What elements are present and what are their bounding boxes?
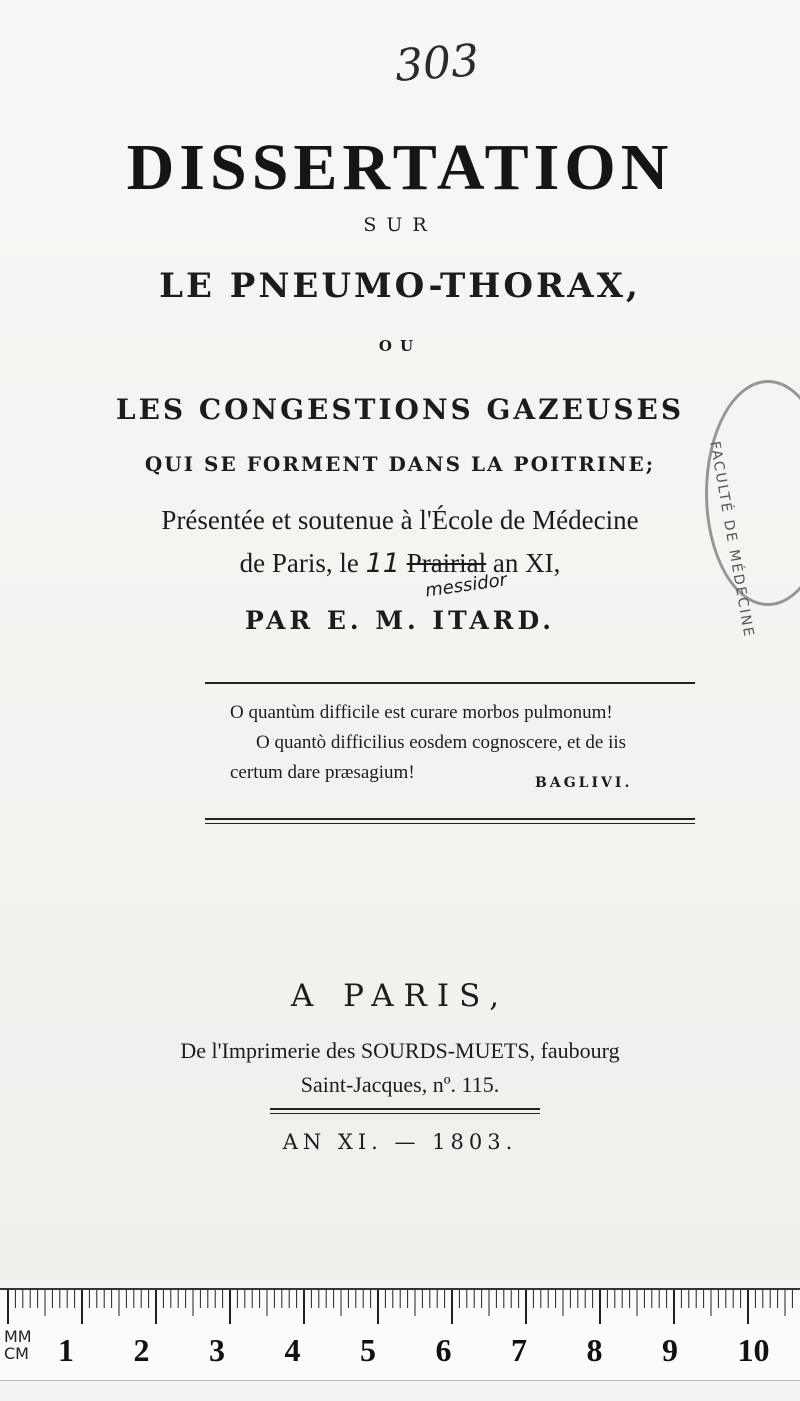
- ruler-ticks: [0, 1290, 800, 1330]
- measurement-ruler: [0, 1288, 800, 1381]
- presentation-line: Présentée et soutenue à l'École de Médecine: [161, 505, 639, 535]
- subtitle-poitrine: QUI SE FORMENT DANS LA POITRINE;: [144, 452, 656, 476]
- imprint-printer: De l'Imprimerie des SOURDS-MUETS, faubourg: [180, 1038, 620, 1063]
- title-connector-sur: SUR: [363, 214, 437, 236]
- struck-month: Prairial: [406, 548, 487, 578]
- main-title: DISSERTATION: [126, 131, 674, 204]
- bottom-rule-thin: [205, 823, 695, 824]
- handwritten-day: 11: [365, 548, 400, 579]
- ruler-number: 2: [133, 1332, 150, 1368]
- bottom-rule: [205, 818, 695, 820]
- author-line: PAR E. M. ITARD.: [245, 606, 555, 635]
- ruler-number: 3: [209, 1332, 225, 1368]
- date-prefix: de Paris, le: [239, 548, 359, 578]
- imprint-address: Saint-Jacques, nº. 115.: [300, 1072, 500, 1097]
- publication-year: AN XI. — 1803.: [282, 1130, 518, 1154]
- ruler-number: 6: [435, 1332, 452, 1368]
- ruler-number: 7: [511, 1332, 527, 1368]
- ruler-unit-mm: MM: [4, 1327, 32, 1346]
- date-line: [0, 548, 800, 579]
- imprint-rule: [270, 1108, 540, 1110]
- subtitle-congestions: LES CONGESTIONS GAZEUSES: [115, 393, 685, 426]
- epigraph-line-3: certum dare præsagium!: [230, 762, 415, 783]
- epigraph-line-2: O quantò difficilius eosdem cognoscere, et de iis: [256, 732, 627, 753]
- ruler-number: 5: [360, 1332, 376, 1368]
- ruler-number: 1: [58, 1332, 74, 1368]
- year-label: an XI,: [492, 548, 561, 578]
- top-rule: [205, 682, 695, 684]
- epigraph-line-1: O quantùm difficile est curare morbos pulmonum!: [230, 702, 613, 723]
- ruler-number: 9: [662, 1332, 678, 1368]
- ruler-number: 8: [586, 1332, 603, 1368]
- title-connector-ou: OU: [378, 337, 422, 355]
- handwritten-month: messidor: [423, 569, 509, 602]
- imprint-city: A PARIS,: [290, 978, 510, 1014]
- ruler-number: 10: [737, 1332, 770, 1368]
- handwritten-catalog-number: 303: [393, 35, 481, 92]
- ruler-number: 4: [284, 1332, 301, 1368]
- ruler-units: [4, 1328, 32, 1362]
- ruler-unit-cm: CM: [4, 1344, 29, 1363]
- subtitle-pneumothorax: LE PNEUMO-THORAX,: [159, 266, 641, 306]
- imprint-rule-thin: [270, 1113, 540, 1114]
- library-stamp-text: FACULTÉ DE MÉDECINE: [706, 440, 757, 640]
- epigraph-author: BAGLIVI.: [535, 775, 633, 791]
